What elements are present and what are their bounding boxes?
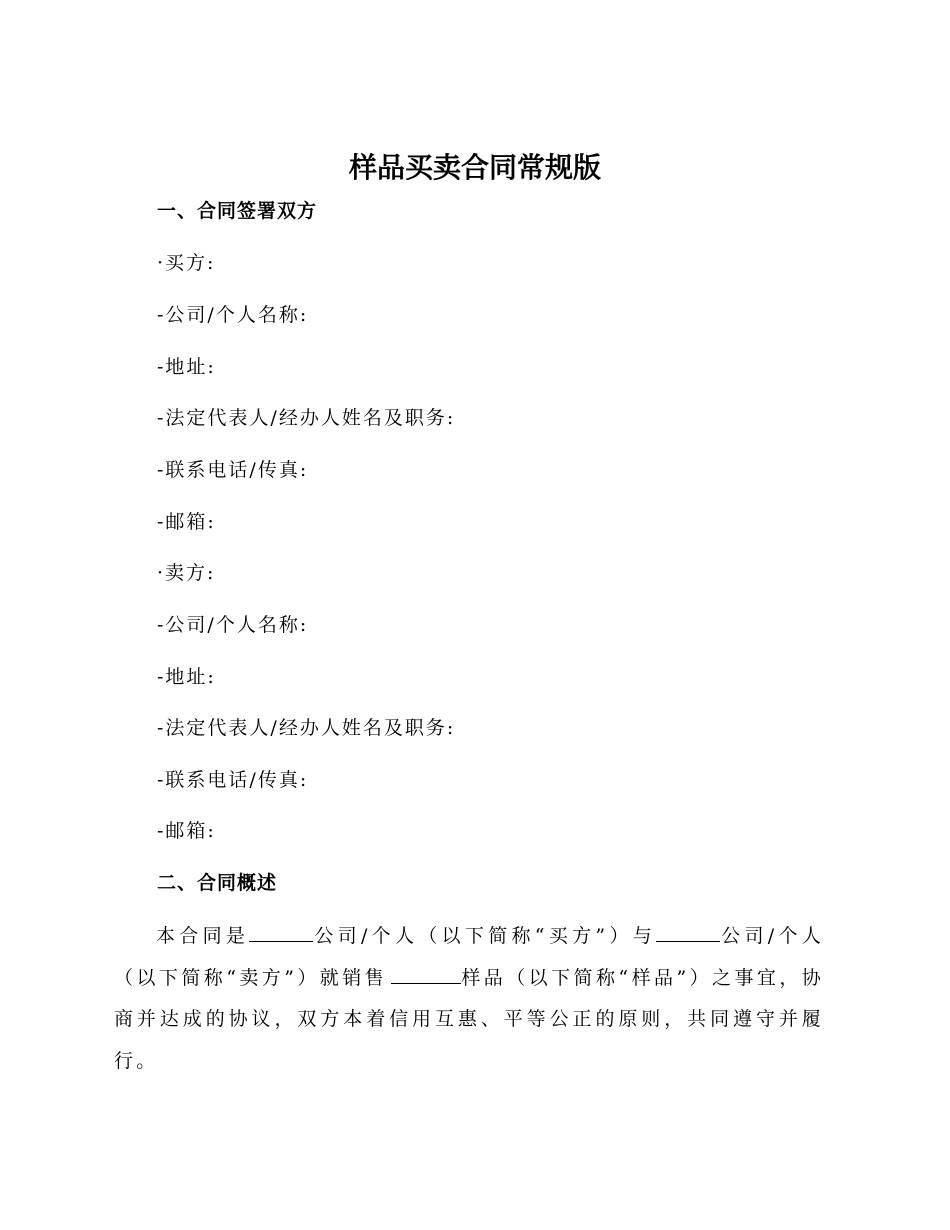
seller-label: ·卖方: <box>157 562 216 584</box>
seller-email-field: -邮箱: <box>157 820 216 842</box>
seller-representative-field: -法定代表人/经办人姓名及职务: <box>157 717 456 739</box>
overview-text-part1: 本合同是 <box>156 925 250 947</box>
buyer-name-field: -公司/个人名称: <box>157 304 309 326</box>
seller-address-field: -地址: <box>157 666 216 688</box>
seller-name-field: -公司/个人名称: <box>157 614 309 636</box>
buyer-blank-line <box>249 921 313 942</box>
overview-text-part2: 公司/个人（以下简称“买方”）与 <box>313 925 657 947</box>
buyer-label: ·买方: <box>157 252 216 274</box>
buyer-address-field: -地址: <box>157 356 216 378</box>
seller-phone-field: -联系电话/传真: <box>157 769 309 791</box>
buyer-email-field: -邮箱: <box>157 511 216 533</box>
buyer-phone-field: -联系电话/传真: <box>157 459 309 481</box>
buyer-representative-field: -法定代表人/经办人姓名及职务: <box>157 407 456 429</box>
overview-text-part3: 公司/个人（以下简称“卖方”）就销售 <box>114 925 824 989</box>
section-heading-parties: 一、合同签署双方 <box>157 200 318 222</box>
overview-text-part4: 样品（以下简称“样品”）之事宜，协商并达成的协议，双方本着信用互惠、平等公正的原则，共同遵守并履行。 <box>114 966 824 1072</box>
document-title: 样品买卖合同常规版 <box>348 151 601 184</box>
sample-blank-line <box>391 963 461 984</box>
seller-blank-line <box>656 921 720 942</box>
overview-paragraph <box>114 916 824 1082</box>
section-heading-overview: 二、合同概述 <box>157 872 278 894</box>
